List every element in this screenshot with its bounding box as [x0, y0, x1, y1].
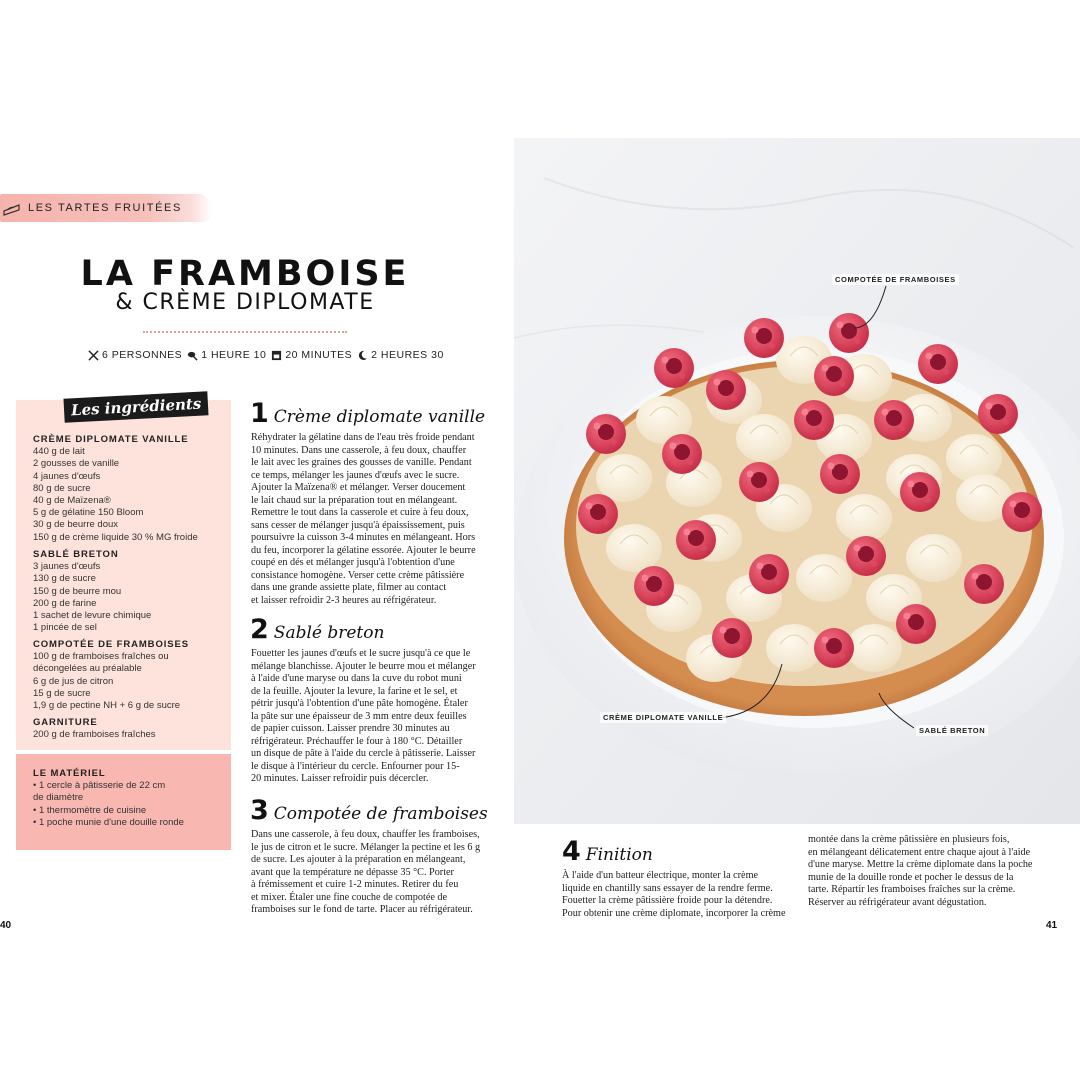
step-line: coupé en dés et mélanger jusqu'à l'obtention d'une	[251, 557, 455, 568]
step-title: Finition	[585, 845, 653, 865]
ingredient-item: 1 pincée de sel	[33, 622, 97, 634]
step-line: de sucre. Les ajouter à la préparation en mélangeant,	[251, 854, 466, 865]
ingredient-item: 5 g de gélatine 150 Bloom	[33, 507, 144, 519]
step-line: et laisser refroidir 2-3 heures au réfrigérateur.	[251, 594, 437, 606]
servings-text: 6 PERSONNES	[102, 349, 183, 361]
ingredient-item: 30 g de beurre doux	[33, 519, 119, 531]
step-line: le lait chaud sur la préparation tout en mélangeant.	[251, 494, 458, 506]
ingredient-section-title: GARNITURE	[33, 717, 98, 728]
step-line: Réserver au réfrigérateur avant dégustation.	[808, 896, 987, 908]
step-title: Crème diplomate vanille	[273, 407, 486, 427]
step-line: Remettre le tout dans la casserole et cuire à feu doux,	[251, 507, 469, 518]
step-number: 2	[250, 614, 269, 645]
materiel-item: • 1 thermomètre de cuisine	[33, 804, 147, 816]
page-number-left: 40	[0, 920, 12, 931]
step-line: À l'aide d'un batteur électrique, monter la crème	[562, 870, 759, 881]
category-label: LES TARTES FRUITÉES	[28, 202, 182, 214]
step-4-heading	[562, 836, 653, 867]
ingredient-item: 150 g de crème liquide 30 % MG froide	[33, 531, 198, 543]
step-line: à l'aide d'une maryse ou dans la cuve du robot muni	[251, 673, 462, 684]
step-number: 1	[250, 398, 269, 429]
ingredient-item: 100 g de framboises fraîches ou	[33, 651, 169, 663]
step-line: Dans une casserole, à feu doux, chauffer les framboises,	[251, 829, 480, 840]
cutlery-icon	[88, 350, 99, 361]
step-line: le lait avec les graines des gousses de vanille. Pendant	[251, 457, 472, 468]
step-line: 20 minutes. Laisser refroidir puis décercler.	[251, 773, 429, 784]
prep-time-text: 1 HEURE 10	[201, 349, 267, 361]
materiel-item: • 1 cercle à pâtisserie de 22 cm	[33, 780, 166, 792]
materiel-item: de diamètre	[33, 792, 84, 804]
ingredient-item: 40 g de Maïzena®	[33, 495, 111, 507]
ingredient-item: 440 g de lait	[33, 446, 85, 458]
ingredients-heading: Les ingrédients	[63, 391, 208, 423]
tart-slice-icon	[2, 198, 22, 218]
page-number-right: 41	[1046, 920, 1058, 931]
recipe-title: LA FRAMBOISE	[80, 254, 410, 294]
ingredient-item: 3 jaunes d'œufs	[33, 561, 101, 573]
step-3-text	[251, 829, 501, 917]
step-line: le disque à l'intérieur du cercle. Enfourner pour 15-	[251, 760, 460, 772]
step-line: et mixer. Étaler une fine couche de compotée de	[251, 891, 448, 903]
step-4-text-col2	[808, 834, 1053, 909]
step-line: Fouetter la crème pâtissière froide pour la détendre.	[562, 895, 773, 906]
ingredient-section-sable	[33, 549, 228, 634]
ingredient-item: 150 g de beurre mou	[33, 585, 122, 597]
ingredient-item: 15 g de sucre	[33, 687, 91, 699]
step-2-heading	[250, 614, 384, 645]
step-line: mélange blanchisse. Ajouter le beurre mou et mélanger	[251, 660, 476, 672]
category-banner	[0, 194, 212, 222]
step-line: tarte. Répartir les framboises fraîches sur la crème.	[808, 884, 1016, 895]
step-line: un disque de pâte à l'aide du cercle à pâtisserie. Laisser	[251, 748, 476, 759]
materiel-title: LE MATÉRIEL	[33, 768, 106, 779]
step-number: 4	[562, 836, 581, 867]
callout-compotee: COMPOTÉE DE FRAMBOISES	[832, 274, 959, 285]
materiel-list	[33, 768, 223, 829]
step-line: le jus de citron et le sucre. Mélanger la pectine et les 6 g	[251, 841, 481, 853]
step-line: liquide en chantilly sans essayer de la rendre ferme.	[562, 882, 773, 894]
ingredient-item: 6 g de jus de citron	[33, 675, 114, 687]
ingredient-section-title: SABLÉ BRETON	[33, 549, 119, 560]
step-line: à frémissement et cuire 1-2 minutes. Retirer du feu	[251, 879, 459, 890]
step-number: 3	[250, 795, 269, 826]
ingredient-section-garniture	[33, 717, 228, 741]
ingredient-section-title: COMPOTÉE DE FRAMBOISES	[33, 639, 189, 650]
step-line: du feu, incorporer la gélatine essorée. Ajouter le beurre	[251, 544, 476, 556]
step-line: avant que la température ne dépasse 35 °C. Porter	[251, 866, 454, 878]
step-1-heading	[250, 398, 485, 429]
bake-time-text: 20 MINUTES	[285, 349, 353, 361]
ingredient-item: 4 jaunes d'œufs	[33, 470, 101, 482]
step-line: ce temps, mélanger les jaunes d'œufs avec le sucre.	[251, 469, 460, 481]
step-line: dans une grande assiette plate, filmer au contact	[251, 582, 447, 593]
bake-time-info	[271, 349, 352, 361]
step-line: Fouetter les jaunes d'œufs et le sucre jusqu'à ce que le	[251, 648, 471, 659]
step-line: poursuivre la cuisson 3-4 minutes en mélangeant. Hors	[251, 532, 476, 543]
step-title: Sablé breton	[273, 623, 385, 643]
callout-creme: CRÈME DIPLOMATE VANILLE	[600, 712, 726, 723]
step-line: munie de la douille ronde et pocher le dessus de la	[808, 871, 1014, 883]
step-line: pétrir jusqu'à l'obtention d'une pâte homogène. Étaler	[251, 698, 468, 709]
step-line: d'une maryse. Mettre la crème diplomate dans la poche	[808, 859, 1033, 870]
step-line: consistance homogène. Verser cette crème pâtissière	[251, 569, 465, 581]
step-line: réfrigérateur. Préchauffer le four à 180 °C. Détailler	[251, 735, 463, 747]
rest-time-text: 2 HEURES 30	[371, 349, 444, 361]
title-divider	[143, 331, 347, 333]
ingredient-section-creme	[33, 434, 228, 544]
prep-time-info	[187, 349, 266, 361]
step-line: en mélangeant délicatement entre chaque ajout à l'aide	[808, 846, 1031, 858]
rest-time-info	[357, 349, 444, 361]
ingredient-section-compotee	[33, 639, 228, 712]
ingredient-item: décongelées au préalable	[33, 663, 142, 675]
ingredient-section-title: CRÈME DIPLOMATE VANILLE	[33, 434, 189, 445]
servings-info	[88, 349, 182, 361]
step-line: framboises sur le fond de tarte. Placer au réfrigérateur.	[251, 904, 473, 915]
tart-illustration	[514, 138, 1080, 824]
step-line: de la feuille. Ajouter la levure, la farine et le sel, et	[251, 685, 458, 697]
step-line: Réhydrater la gélatine dans de l'eau très froide pendant	[251, 432, 475, 443]
whisk-icon	[187, 350, 198, 361]
step-4-text-col1	[562, 870, 797, 920]
ingredient-item: 80 g de sucre	[33, 482, 91, 494]
ingredient-item: 200 g de framboises fraîches	[33, 729, 156, 741]
ingredient-item: 1 sachet de levure chimique	[33, 610, 152, 622]
moon-icon	[357, 350, 368, 361]
recipe-subtitle: & CRÈME DIPLOMATE	[115, 290, 375, 315]
step-line: la pâte sur une épaisseur de 3 mm entre deux feuilles	[251, 710, 467, 722]
step-line: montée dans la crème pâtissière en plusieurs fois,	[808, 834, 1010, 845]
ingredient-item: 200 g de farine	[33, 597, 97, 609]
step-1-text	[251, 432, 501, 607]
callout-sable: SABLÉ BRETON	[916, 725, 988, 736]
ingredient-item: 130 g de sucre	[33, 573, 96, 585]
ingredient-item: 2 gousses de vanille	[33, 458, 120, 470]
tart-photo	[514, 138, 1080, 824]
step-title: Compotée de framboises	[273, 804, 488, 824]
step-line: sans cesser de mélanger jusqu'à épaississement, puis	[251, 519, 465, 531]
step-line: de papier cuisson. Laisser prendre 30 minutes au	[251, 723, 450, 734]
ingredient-item: 1,9 g de pectine NH + 6 g de sucre	[33, 700, 181, 712]
step-line: Ajouter la Maïzena® et mélanger. Verser doucement	[251, 482, 466, 493]
materiel-item: • 1 poche munie d'une douille ronde	[33, 816, 184, 828]
oven-icon	[271, 350, 282, 361]
recipe-meta	[88, 349, 449, 361]
step-line: Pour obtenir une crème diplomate, incorporer la crème	[562, 907, 786, 919]
step-2-text	[251, 648, 501, 786]
step-line: 10 minutes. Dans une casserole, à feu doux, chauffer	[251, 444, 467, 456]
step-3-heading	[250, 795, 488, 826]
